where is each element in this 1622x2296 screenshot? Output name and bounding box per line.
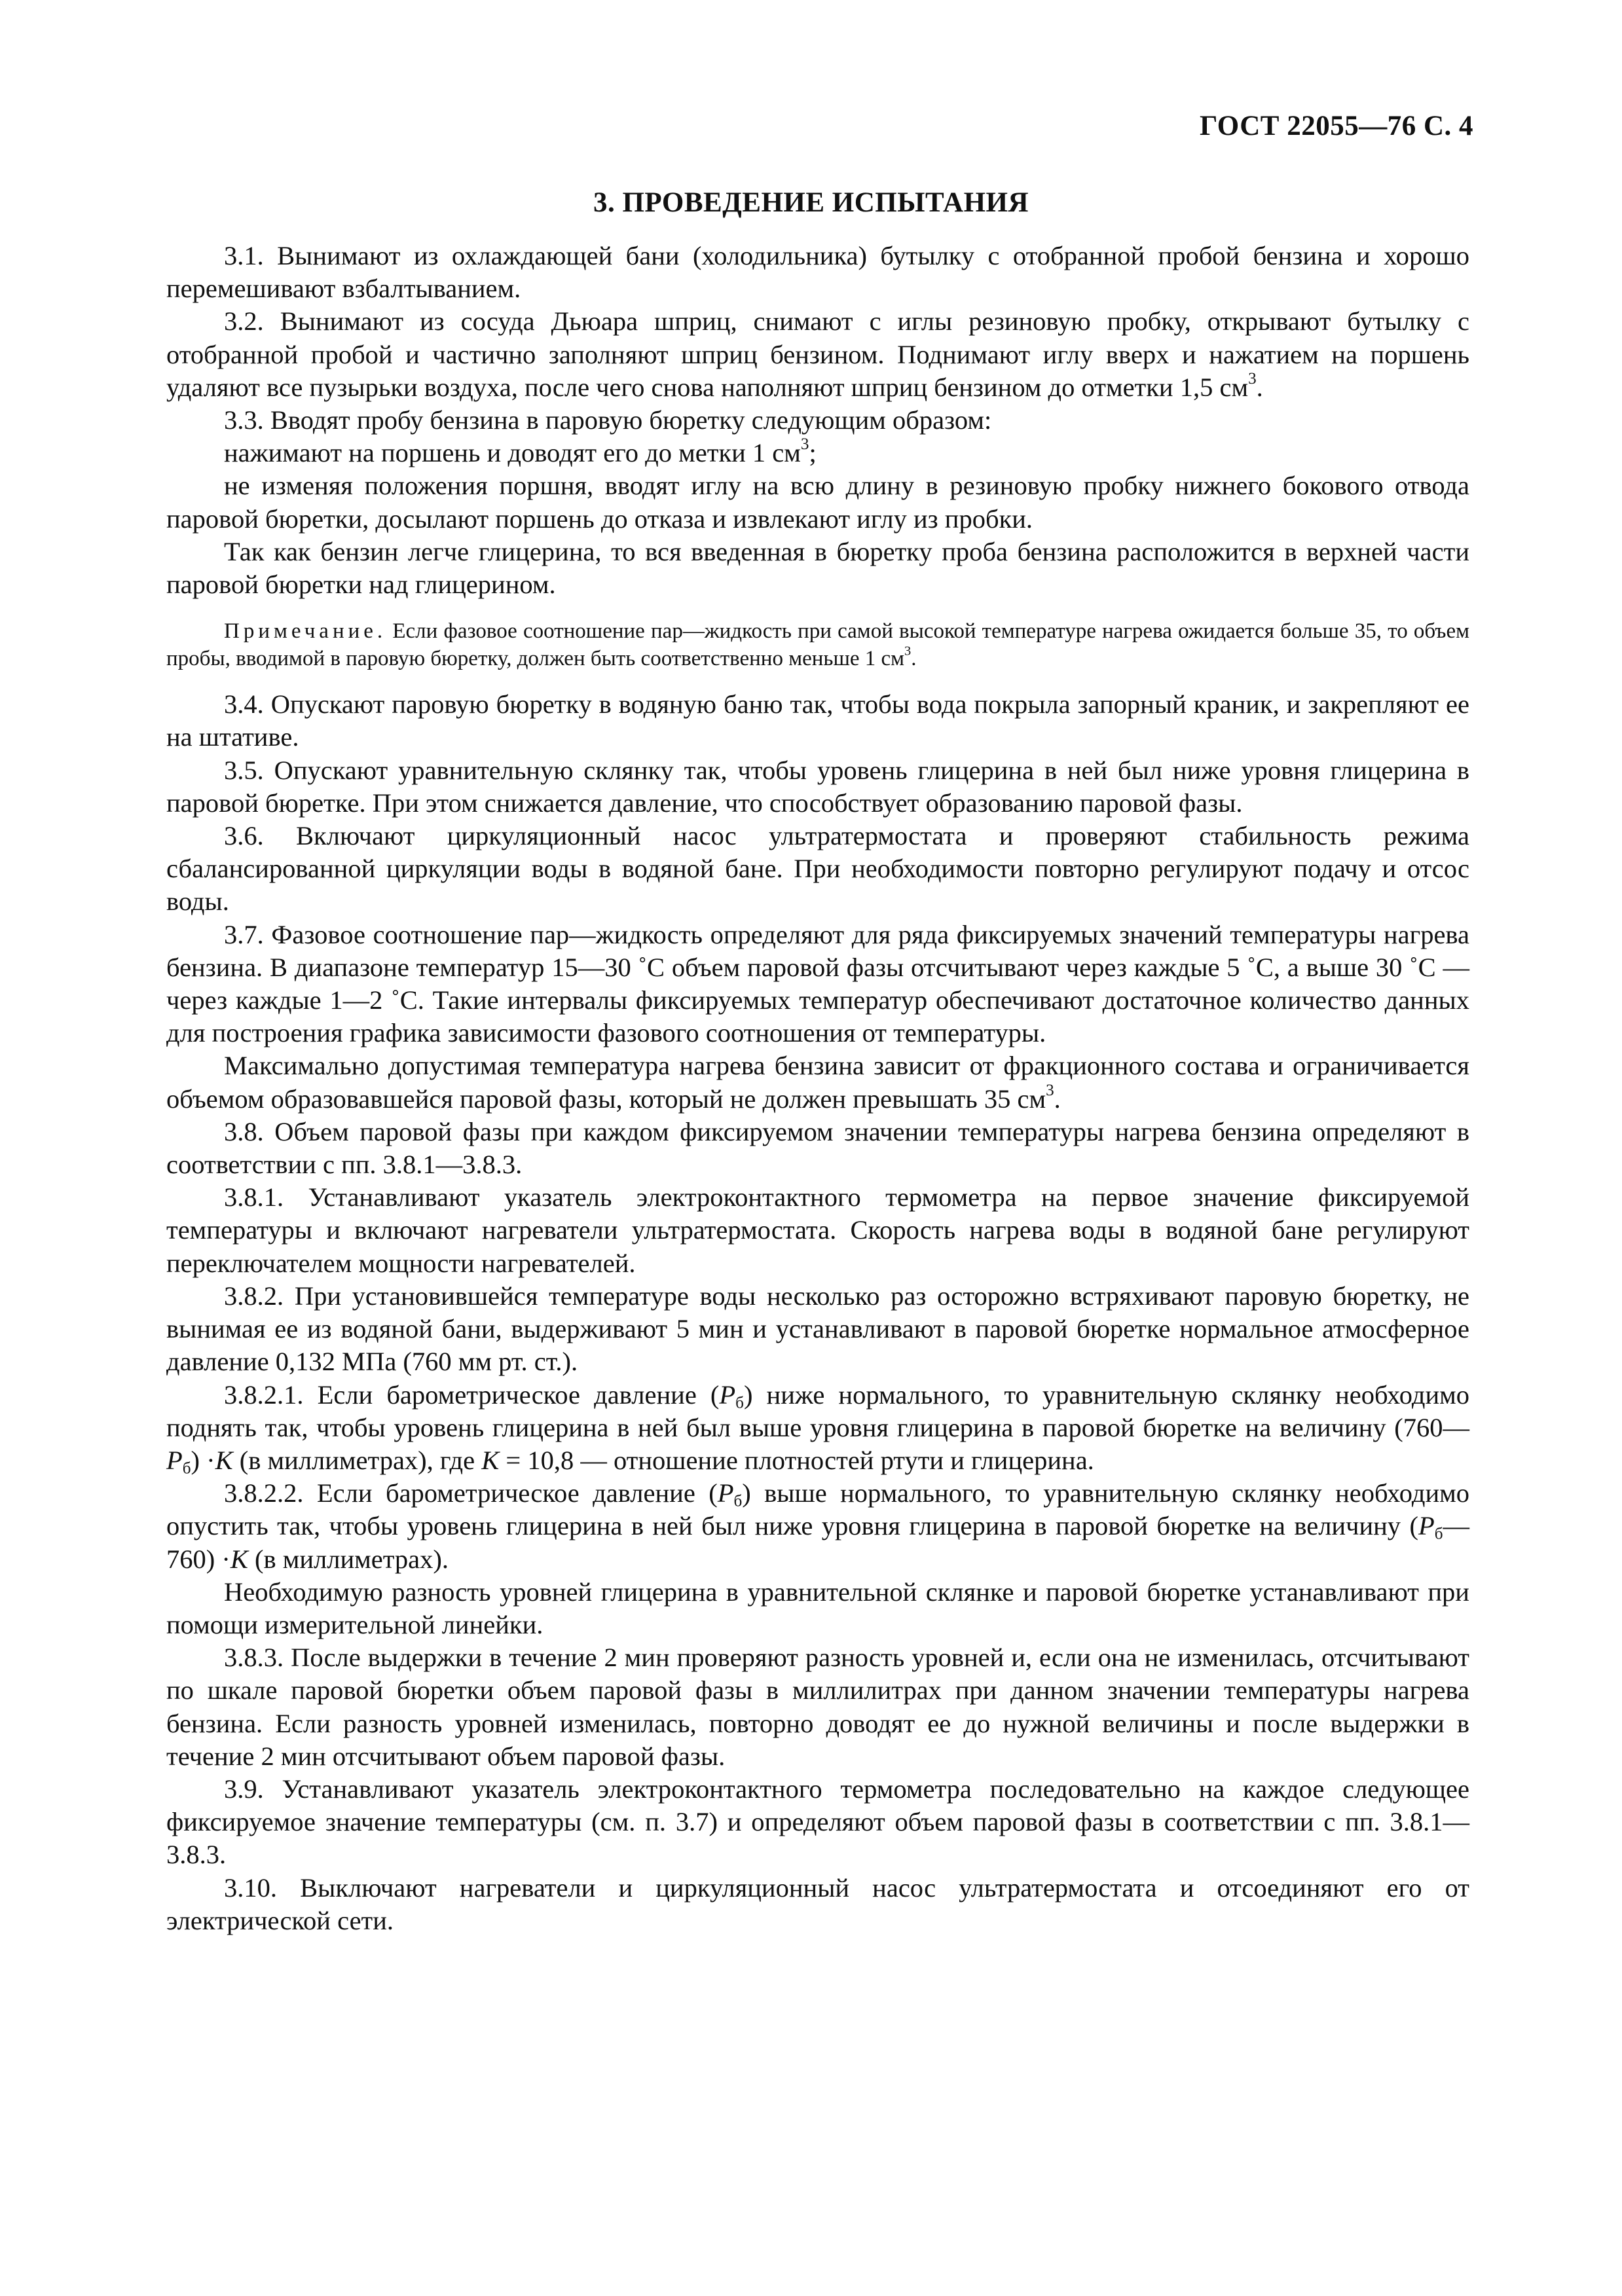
paragraph-3-8-2-level-difference: Необходимую разность уровней глицерина в уравнительной склянке и паровой бюретке устанавливают при помощи измерительной линейки. <box>166 1576 1469 1639</box>
note: Примечание. Если фазовое соотношение пар—жидкость при самой высокой температуре нагрева ожидается больше 35, то объем пробы, вводимой в паровую бюретку, должен быть соответственно меньше 1 $см^3$. <box>166 619 1469 671</box>
note-label: Примечание. <box>224 619 387 644</box>
paragraph-3-8-2-1: 3.8.2.1. Если барометрическое давление $(P_б)$ ниже нормального, то уравнительную склянку необходимо поднять так, чтобы уровень глицерина в ней был выше уровня глицерина в паровой бюретке на величину $(760—P_б) \cdot K$ (в миллиметрах), где K = 10,8 — отношение плотностей ртути и глицерина. <box>166 1379 1469 1478</box>
paragraph-3-10: 3.10. Выключают нагреватели и циркуляционный насос ультратермостата и отсоединяют его от электрической сети. <box>166 1872 1469 1935</box>
paragraph-3-8-2-2: 3.8.2.2. Если барометрическое давление $(P_б)$ выше нормального, то уравнительную склянку необходимо опустить так, чтобы уровень глицерина в ней был ниже уровня глицерина в паровой бюретке на величину $(P_б—760) \cdot K$ (в миллиметрах). <box>166 1478 1470 1574</box>
section-title: 3. ПРОВЕДЕНИЕ ИСПЫТАНИЯ <box>593 187 1029 218</box>
paragraph-3-9: 3.9. Устанавливают указатель электроконтактного термометра последовательно на каждое следующее фиксируемое значение температуры (см. п. 3.7) и определяют объем паровой фазы в соответствии с пп. 3.8.1—3.8.3. <box>166 1774 1469 1870</box>
paragraph-3-3-explanation: Так как бензин легче глицерина, то вся введенная в бюретку проба бензина расположится в верхней части паровой бюретки над глицерином. <box>166 536 1469 600</box>
paragraph-3-3-step-2: не изменяя положения поршня, вводят иглу на всю длину в резиновую пробку нижнего бокового отвода паровой бюретки, досылают поршень до отказа и извлекают иглу из пробки. <box>166 471 1469 534</box>
paragraph-3-2: 3.2. Вынимают из сосуда Дьюара шприц, снимают с иглы резиновую пробку, открывают бутылку с отобранной пробой и частично заполняют шприц бензином. Поднимают иглу вверх и нажатием на поршень удаляют все пузырьки воздуха, после чего снова наполняют шприц бензином до отметки 1,5 $см^3$. <box>166 306 1469 402</box>
paragraph-3-4: 3.4. Опускают паровую бюретку в водяную баню так, чтобы вода покрыла запорный краник, и закрепляют ее на штативе. <box>166 689 1469 752</box>
paragraph-3-3-step-1: нажимают на поршень и доводят его до метки 1 $см^3$; <box>224 435 817 468</box>
paragraph-3-7: 3.7. Фазовое соотношение пар—жидкость определяют для ряда фиксируемых значений температуры нагрева бензина. В диапазоне температур 15—30 ˚С объем паровой фазы отсчитывают через каждые 5 ˚С, а выше 30 ˚С — через каждые 1—2 ˚С. Такие интервалы фиксируемых температур обеспечивают достаточное количество данных для построения графика зависимости фазового соотношения от температуры. <box>166 919 1469 1048</box>
paragraph-3-8: 3.8. Объем паровой фазы при каждом фиксируемом значении температуры нагрева бензина определяют в соответствии с пп. 3.8.1—3.8.3. <box>166 1116 1469 1180</box>
paragraph-3-8-2: 3.8.2. При установившейся температуре воды несколько раз осторожно встряхивают паровую бюретку, не вынимая ее из водяной бани, выдерживают 5 мин и устанавливают в паровой бюретке нормальное атмосферное давление 0,132 МПа (760 мм рт. ст.). <box>166 1281 1469 1377</box>
page-header: ГОСТ 22055—76 С. 4 <box>1199 111 1473 141</box>
paragraph-3-3: 3.3. Вводят пробу бензина в паровую бюретку следующим образом: <box>224 405 992 435</box>
document-body <box>166 240 1469 1937</box>
paragraph-3-6: 3.6. Включают циркуляционный насос ультратермостата и проверяют стабильность режима сбалансированной циркуляции воды в водяной бане. При необходимости повторно регулируют подачу и отсос воды. <box>166 821 1469 917</box>
paragraph-3-1: 3.1. Вынимают из охлаждающей бани (холодильника) бутылку с отобранной пробой бензина и хорошо перемешивают взбалтыванием. <box>166 241 1469 304</box>
paragraph-3-8-1: 3.8.1. Устанавливают указатель электроконтактного термометра на первое значение фиксируемой температуры и включают нагреватели ультратермостата. Скорость нагрева воды в водяной бане регулируют переключателем мощности нагревателей. <box>166 1182 1469 1278</box>
paragraph-3-5: 3.5. Опускают уравнительную склянку так, чтобы уровень глицерина в ней был ниже уровня глицерина в паровой бюретке. При этом снижается давление, что способствует образованию паровой фазы. <box>166 755 1469 818</box>
paragraph-3-7-max-temperature: Максимально допустимая температура нагрева бензина зависит от фракционного состава и ограничивается объемом образовавшейся паровой фазы, который не должен превышать 35 $см^3$. <box>166 1051 1469 1114</box>
paragraph-3-8-3: 3.8.3. После выдержки в течение 2 мин проверяют разность уровней и, если она не изменилась, отсчитывают по шкале паровой бюретки объем паровой фазы в миллилитрах при данном значении температуры нагрева бензина. Если разность уровней изменилась, повторно доводят ее до нужной величины и после выдержки в течение 2 мин отсчитывают объем паровой фазы. <box>166 1643 1469 1771</box>
